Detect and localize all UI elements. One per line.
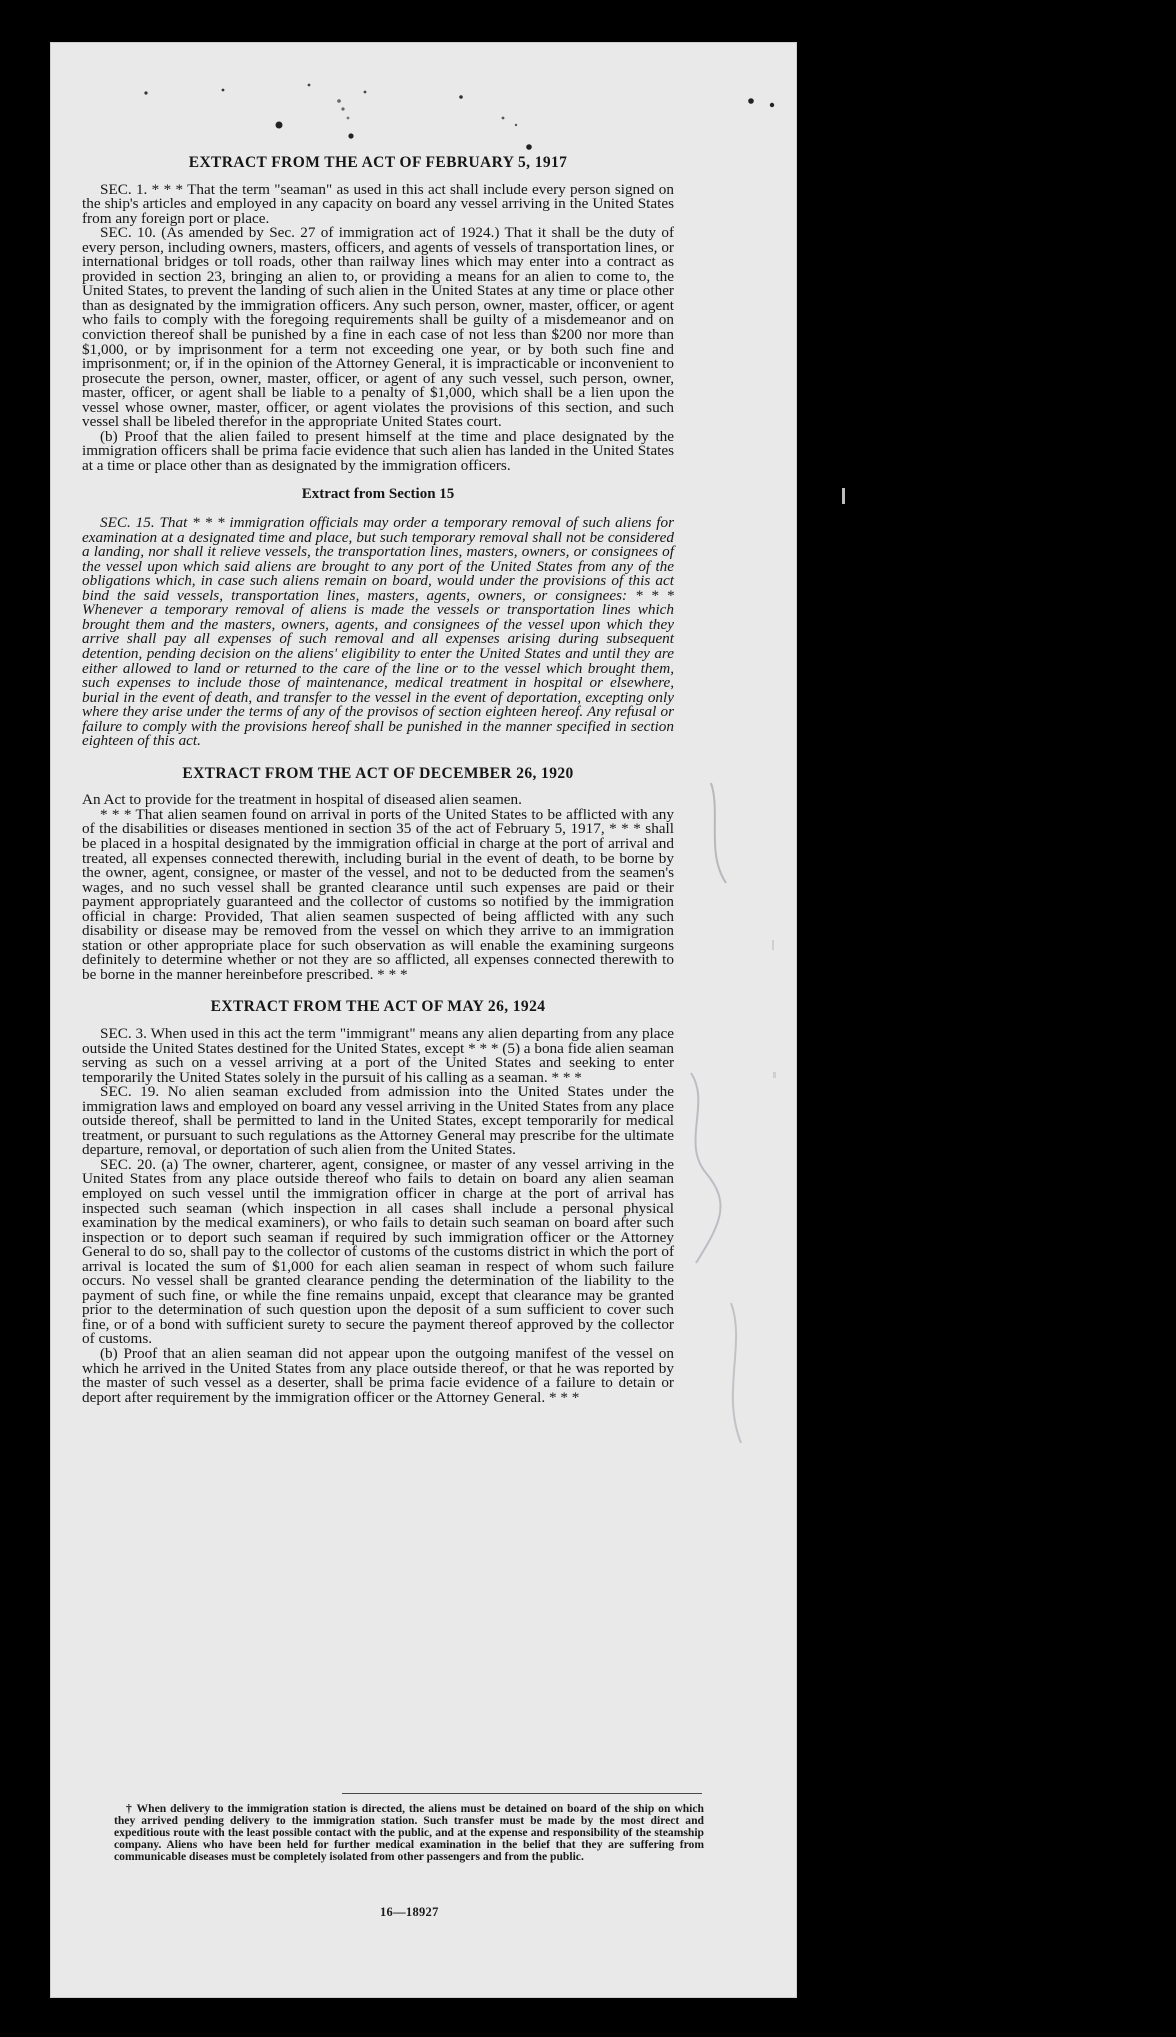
edge-mark [773, 1072, 776, 1078]
section-act-1917 [82, 156, 674, 473]
footnote-divider [342, 1793, 702, 1794]
edge-mark [772, 940, 774, 950]
paragraph: (b) Proof that an alien seaman did not appear upon the outgoing manifest of the vessel on which he arrived in the United States from any place outside thereof, or that he was reported by the master of such vessel as a deserter, shall be prima facie evidence of a failure to detain or deport after requirement by the immigration officer or the Attorney General. * * * [82, 1345, 674, 1406]
section-act-1920 [82, 764, 674, 983]
edge-mark [842, 488, 845, 504]
document-body [82, 156, 674, 1407]
paragraph: SEC. 20. (a) The owner, charterer, agent, consignee, or master of any vessel arriving in the United States from any place outside thereof who fails to detain on board any alien seaman employed on such vessel until the immigration officer in charge at the port of arrival has inspected such seaman (which inspection in all cases shall include a personal physical examination by the medical examiners), or who fails to detain such seaman on board after such inspection or to deport such seaman if required by such immigration officer or the Attorney General to do so, shall pay to the collector of customs of the customs district in which the port of arrival is located the sum of $1,000 for each alien seaman in respect of whom such failure occurs. No vessel shall be granted clearance pending the determination of the liability to the payment of such fine, or while the fine remains unpaid, except that clearance may be granted prior to the determination of such question upon the deposit of a sum sufficient to cover such fine, or of a bond with sufficient surety to secure the payment thereof approved by the collector of customs. [82, 1155, 674, 1348]
paragraph: SEC. 15. That * * * immigration officials may order a temporary removal of such aliens for examination at a designated time and place, but such temporary removal shall not be considered a landing, nor shall it relieve vessels, the transportation lines, masters, owners, or consignees of the vessel upon which said aliens are brought to any port of the United States from any of the obligations which, in case such aliens remain on board, would under the provisions of this act bind the said vessels, transportation lines, masters, agents, owners, or consignees: * * * Whenever a temporary removal of aliens is made the vessels or transportation lines which brought them and the masters, owners, agents, and consignees of the vessel upon which they arrive shall pay all expenses of such removal and all expenses arising during subsequent detention, pending decision on the aliens' eligibility to enter the United States and until they are either allowed to land or returned to the care of the line or to the vessel which brought them, such expenses to include those of maintenance, medical treatment in hospital or elsewhere, burial in the event of death, and transfer to the vessel in the event of deportation, excepting only where they arise under the terms of any of the provisos of section eighteen hereof. Any refusal or failure to comply with the provisions hereof shall be punished in the manner specified in section eighteen of this act. [82, 514, 674, 750]
paragraph: SEC. 1. * * * That the term "seaman" as used in this act shall include every person signed on the ship's articles and employed in any capacity on board any vessel arriving in the United States from any foreign port or place. [82, 180, 674, 227]
paragraph: (b) Proof that the alien failed to present himself at the time and place designated by the immigration officers shall be prima facie evidence that such alien has landed in the United States at a time or place other than as designated by the immigration officers. [82, 427, 674, 474]
section-heading: EXTRACT FROM THE ACT OF MAY 26, 1924 [210, 998, 546, 1016]
paragraph: An Act to provide for the treatment in hospital of diseased alien seamen. [82, 791, 522, 809]
section-heading: Extract from Section 15 [301, 486, 455, 503]
form-code: 16—18927 [380, 1905, 439, 1919]
paragraph: SEC. 10. (As amended by Sec. 27 of immigration act of 1924.) That it shall be the duty of every person, including owners, masters, officers, and agents of vessels of transportation lines, or international bridges or toll roads, other than railway lines which may enter into a contract as provided in section 23, bringing an alien to, or providing a means for an alien to come to, the United States, to prevent the landing of such alien in the United States at any time or place other than as designated by the immigration officers. Any such person, owner, master, officer, or agent who fails to comply with the foregoing requirements shall be guilty of a misdemeanor and on conviction thereof shall be punished by a fine in each case of not less than $200 nor more than $1,000, or by imprisonment for a term not exceeding one year, or by both such fine and imprisonment; or, if in the opinion of the Attorney General, it is impracticable or inconvenient to prosecute the person, owner, master, officer, or agent of any such vessel, such person, owner, master, officer, or agent shall be liable to a penalty of $1,000, which shall be a lien upon the vessel whose owner, master, officer, or agent violates the provisions of this section, and such vessel shall be libeled therefor in the appropriate United States court. [82, 224, 674, 431]
paragraph: SEC. 19. No alien seaman excluded from admission into the United States under the immigration laws and employed on board any vessel arriving in the United States from any place outside thereof, shall be permitted to land in the United States, except temporarily for medical treatment, or pursuant to such regulations as the Attorney General may prescribe for the ultimate departure, removal, or deportation of such alien from the United States. [82, 1083, 674, 1159]
section-heading: EXTRACT FROM THE ACT OF FEBRUARY 5, 1917 [188, 154, 568, 171]
footnote [114, 1803, 704, 1863]
section-extract-15 [82, 487, 674, 748]
paragraph: SEC. 3. When used in this act the term "immigrant" means any alien departing from any place outside the United States destined for the United States, except * * * (5) a bona fide alien seaman serving as such on a vessel arriving at a port of the United States and seeking to enter temporarily the United States solely in the pursuit of his calling as a seaman. * * * [82, 1024, 674, 1086]
section-act-1924 [82, 1000, 674, 1405]
paragraph: * * * That alien seamen found on arrival in ports of the United States to be afflicted with any of the disabilities or diseases mentioned in section 35 of the act of February 5, 1917, * * * shall be placed in a hospital designated by the immigration official in charge at the port of arrival and treated, all expenses connected therewith, including burial in the event of death, to be borne by the owner, agent, consignee, or master of the vessel, and not to be deducted from the seamen's wages, and no such vessel shall be granted clearance until such expenses are paid or their payment appropriately guaranteed and the collector of customs so notified by the immigration official in charge: Provided, That alien seamen suspected of being afflicted with any such disability or disease may be removed from the vessel on which they arrive to an immigration station or other appropriate place for such observation as will enable the examining surgeons definitely to determine whether or not they are so afflicted, all expenses connected therewith to be borne in the manner hereinbefore prescribed. * * * [82, 805, 674, 983]
section-heading: EXTRACT FROM THE ACT OF DECEMBER 26, 1920 [182, 764, 574, 782]
footnote-text: † When delivery to the immigration station is directed, the aliens must be detained on board of the ship on which they arrived pending delivery to the immigration station. Such transfer must be made by the most direct and expeditious route with the least possible contact with the public, and at the expense and responsibility of the steamship company. Aliens who have been held for further medical examination in the belief that they are suffering from communicable diseases must be completely isolated from other passengers and from the public. [114, 1802, 704, 1864]
